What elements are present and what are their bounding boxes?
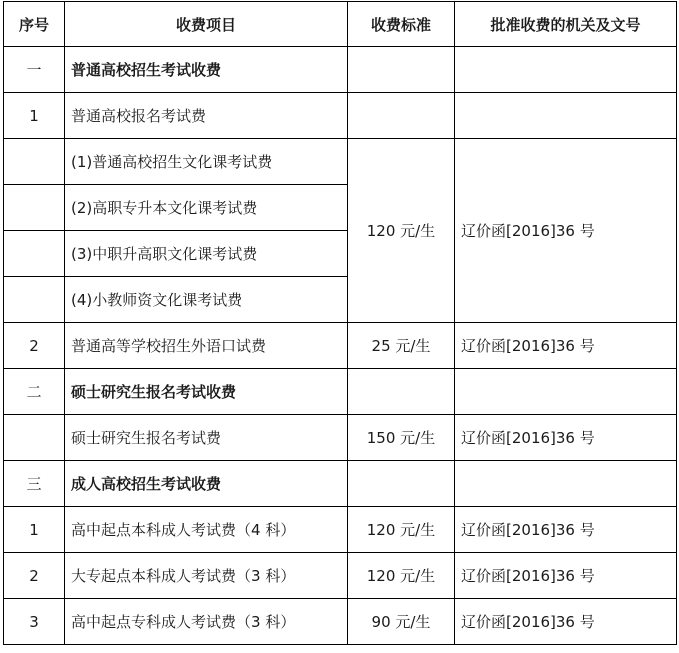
- row-item: 高中起点本科成人考试费（4 科）: [65, 507, 348, 553]
- row-no: 2: [4, 323, 65, 369]
- row-no: 2: [4, 553, 65, 599]
- row-authority: 辽价函[2016]36 号: [455, 553, 677, 599]
- section-row: [4, 461, 677, 507]
- table-row: [4, 323, 677, 369]
- section-no: 三: [4, 461, 65, 507]
- section-row: [4, 47, 677, 93]
- empty-cell: [4, 277, 65, 323]
- row-item: (1)普通高校招生文化课考试费: [65, 139, 348, 185]
- row-item: (3)中职升高职文化课考试费: [65, 231, 348, 277]
- header-authority: 批准收费的机关及文号: [455, 2, 677, 47]
- table-row: [4, 599, 677, 645]
- row-no: 1: [4, 507, 65, 553]
- empty-cell: [4, 231, 65, 277]
- empty-cell: [348, 93, 455, 139]
- row-item: 大专起点本科成人考试费（3 科）: [65, 553, 348, 599]
- row-item: (2)高职专升本文化课考试费: [65, 185, 348, 231]
- row-standard: 120 元/生: [348, 139, 455, 323]
- empty-cell: [4, 185, 65, 231]
- row-item: 硕士研究生报名考试费: [65, 415, 348, 461]
- table-header-row: [4, 2, 677, 47]
- row-standard: 150 元/生: [348, 415, 455, 461]
- row-authority: 辽价函[2016]36 号: [455, 139, 677, 323]
- empty-cell: [455, 47, 677, 93]
- section-row: [4, 369, 677, 415]
- row-standard: 90 元/生: [348, 599, 455, 645]
- header-standard: 收费标准: [348, 2, 455, 47]
- empty-cell: [348, 461, 455, 507]
- empty-cell: [348, 47, 455, 93]
- row-item: (4)小教师资文化课考试费: [65, 277, 348, 323]
- row-item: 高中起点专科成人考试费（3 科）: [65, 599, 348, 645]
- row-standard: 25 元/生: [348, 323, 455, 369]
- empty-cell: [4, 139, 65, 185]
- empty-cell: [455, 369, 677, 415]
- header-no: 序号: [4, 2, 65, 47]
- row-authority: 辽价函[2016]36 号: [455, 507, 677, 553]
- row-item: 普通高等学校招生外语口试费: [65, 323, 348, 369]
- empty-cell: [455, 93, 677, 139]
- row-standard: 120 元/生: [348, 553, 455, 599]
- empty-cell: [348, 369, 455, 415]
- table-row: [4, 415, 677, 461]
- header-item: 收费项目: [65, 2, 348, 47]
- section-title: 硕士研究生报名考试收费: [65, 369, 348, 415]
- row-no: [4, 415, 65, 461]
- row-no: 1: [4, 93, 65, 139]
- section-no: 一: [4, 47, 65, 93]
- section-title: 普通高校招生考试收费: [65, 47, 348, 93]
- row-no: 3: [4, 599, 65, 645]
- table-row: [4, 553, 677, 599]
- section-no: 二: [4, 369, 65, 415]
- row-authority: 辽价函[2016]36 号: [455, 599, 677, 645]
- row-standard: 120 元/生: [348, 507, 455, 553]
- table-row: [4, 93, 677, 139]
- empty-cell: [455, 461, 677, 507]
- row-item: 普通高校报名考试费: [65, 93, 348, 139]
- table-row: [4, 139, 677, 185]
- row-authority: 辽价函[2016]36 号: [455, 415, 677, 461]
- section-title: 成人高校招生考试收费: [65, 461, 348, 507]
- table-row: [4, 507, 677, 553]
- row-authority: 辽价函[2016]36 号: [455, 323, 677, 369]
- fee-table: [3, 1, 677, 645]
